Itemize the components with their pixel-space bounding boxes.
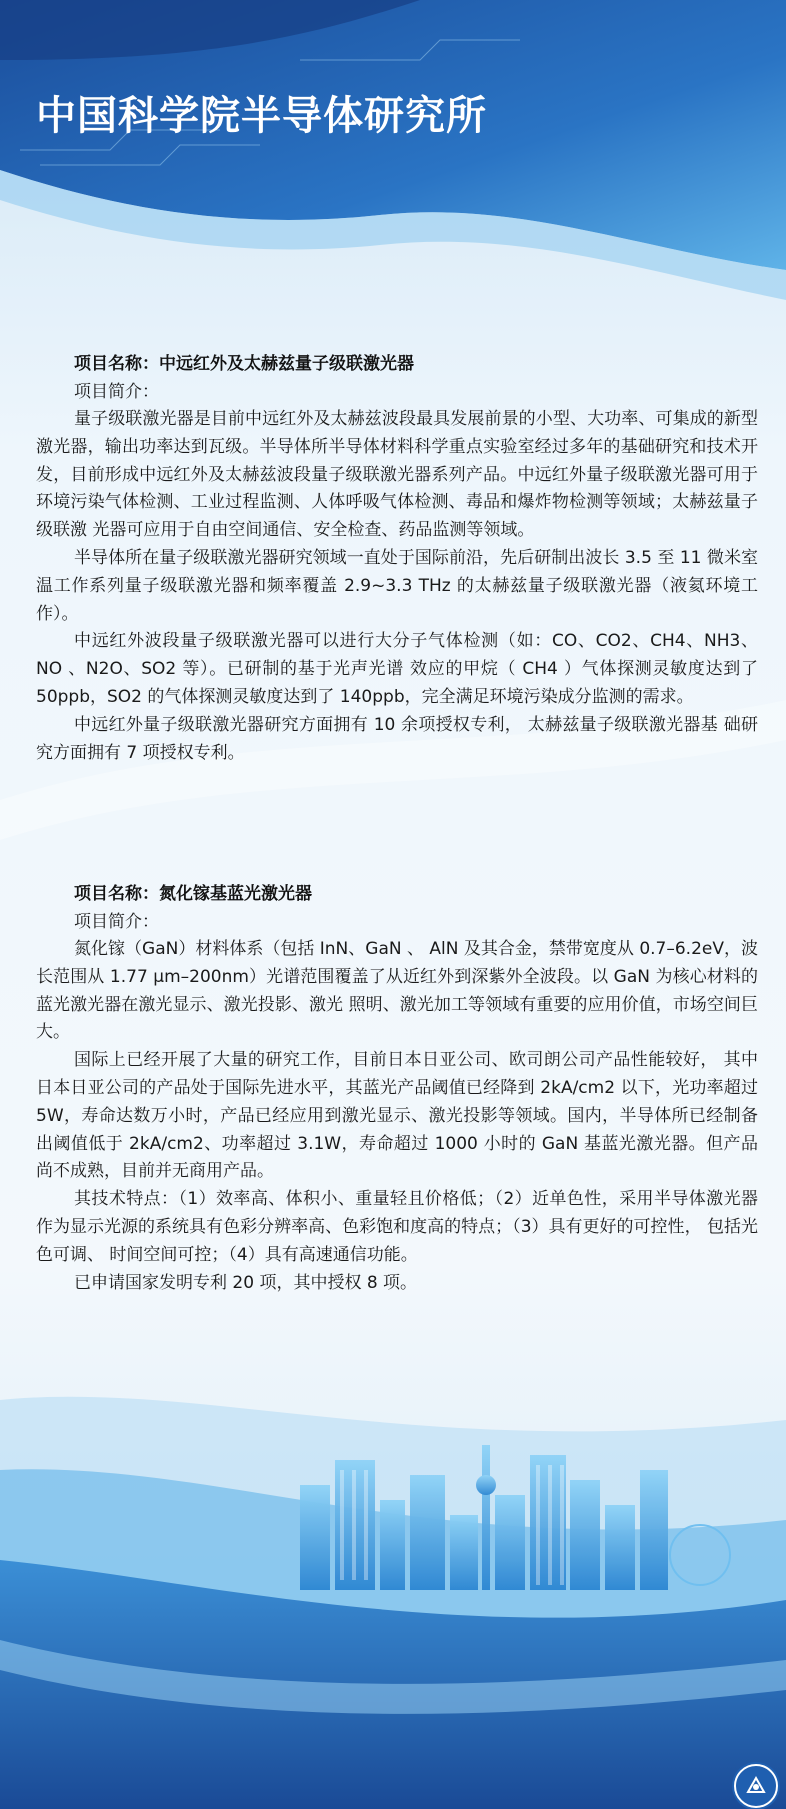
- institute-badge-icon: [734, 1764, 778, 1808]
- project-paragraph: 氮化镓（GaN）材料体系（包括 InN、GaN 、 AlN 及其合金，禁带宽度从 0.7–6.2eV，波长范围从 1.77 μm–200nm）光谱范围覆盖了从近红外到深紫外全波段。以 GaN 为核心材料的蓝光激光器在激光显示、激光投影、激光 照明、激光加工等领域有重要的应用价值，市场空间巨大。: [36, 939, 758, 1043]
- project-paragraph: 已申请国家发明专利 20 项，其中授权 8 项。: [74, 1272, 418, 1293]
- project-paragraph: 量子级联激光器是目前中远红外及太赫兹波段最具发展前景的小型、大功率、可集成的新型激光器，输出功率达到瓦级。半导体所半导体材料科学重点实验室经过多年的基础研究和技术开发，目前形成中远红外及太赫兹波段量子级联激光器系列产品。中远红外量子级联激光器可用于环境污染气体检测、工业过程监测、人体呼吸气体检测、毒品和爆炸物检测等领域；太赫兹量子级联激 光器可应用于自由空间通信、安全检查、药品监测等领域。: [36, 409, 758, 541]
- page-title: 中国科学院半导体研究所: [36, 93, 487, 139]
- project-paragraph: 其技术特点：（1）效率高、体积小、重量轻且价格低；（2）近单色性，采用半导体激光器作为显示光源的系统具有色彩分辨率高、色彩饱和度高的特点；（3）具有更好的可控性， 包括光色可调、 时间空间可控；（4）具有高速通信功能。: [36, 1189, 758, 1265]
- city-skyline-icon: [300, 1425, 740, 1590]
- project-intro-label: 项目简介：: [74, 382, 159, 402]
- project-heading: 项目名称：氮化镓基蓝光激光器: [74, 884, 312, 904]
- project-section-qcl: [36, 350, 758, 767]
- project-paragraph: 国际上已经开展了大量的研究工作，目前日本日亚公司、欧司朗公司产品性能较好， 其中日本日亚公司的产品处于国际先进水平，其蓝光产品阈值已经降到 2kA/cm2 以下，光功率超过 5W，寿命达数万小时，产品已经应用到激光显示、激光投影等领域。国内，半导体所已经制备出阈值低于 2kA/cm2、功率超过 3.1W，寿命超过 1000 小时的 GaN 基蓝光激光器。但产品尚不成熟，目前并无商用产品。: [36, 1050, 758, 1182]
- project-paragraph: 半导体所在量子级联激光器研究领域一直处于国际前沿，先后研制出波长 3.5 至 11 微米室温工作系列量子级联激光器和频率覆盖 2.9~3.3 THz 的太赫兹量子级联激光器（液氦环境工作）。: [36, 547, 758, 624]
- project-section-gan: [36, 880, 758, 1297]
- project-intro-label: 项目简介：: [74, 912, 159, 932]
- project-paragraph: 中远红外波段量子级联激光器可以进行大分子气体检测（如：CO、CO2、CH4、NH3、NO 、N2O、SO2 等）。已研制的基于光声光谱 效应的甲烷（ CH4 ）气体探测灵敏度达到了 50ppb，SO2 的气体探测灵敏度达到了 140ppb，完全满足环境污染成分监测的需求。: [36, 631, 758, 707]
- project-heading: 项目名称：中远红外及太赫兹量子级联激光器: [74, 354, 414, 374]
- project-paragraph: 中远红外量子级联激光器研究方面拥有 10 余项授权专利， 太赫兹量子级联激光器基 础研究方面拥有 7 项授权专利。: [36, 714, 758, 763]
